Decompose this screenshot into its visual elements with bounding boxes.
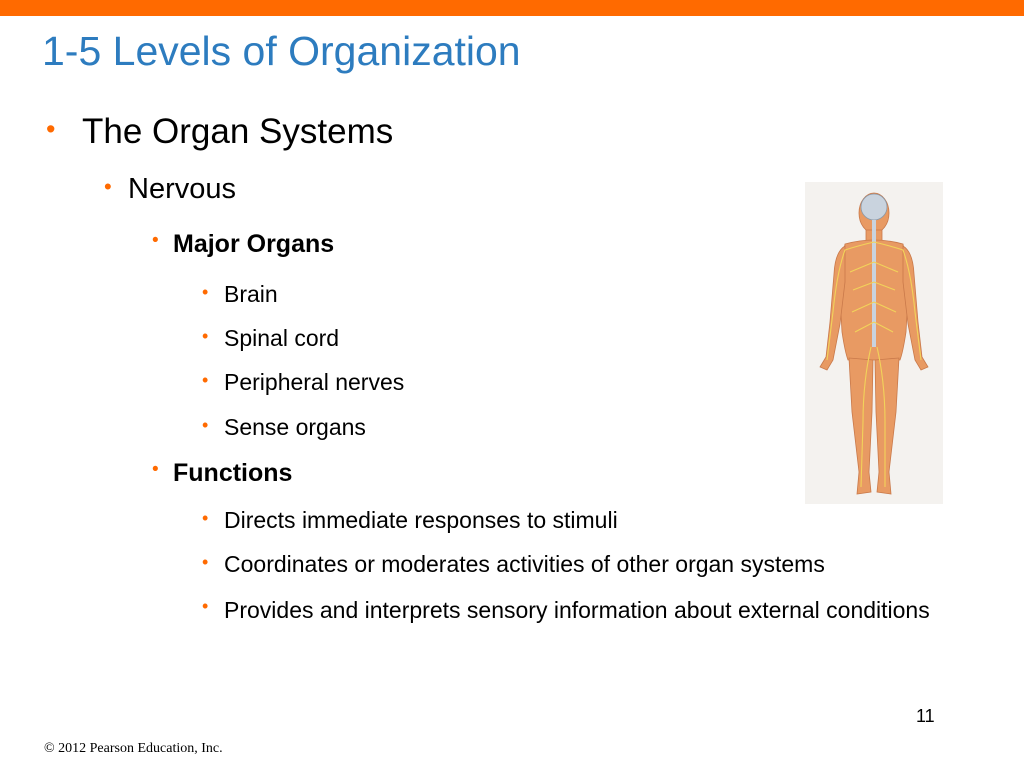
bullet-dot: • xyxy=(202,596,209,616)
bullet-dot: • xyxy=(202,415,209,435)
page-number: 11 xyxy=(916,706,935,726)
bullet-text: Nervous xyxy=(128,173,236,205)
nervous-system-figure xyxy=(805,182,943,504)
organ-item xyxy=(202,369,404,397)
major-organs-heading xyxy=(152,229,334,259)
organ-text: Brain xyxy=(224,281,278,307)
top-accent-bar xyxy=(0,0,1024,16)
bullet-dot: • xyxy=(202,508,209,528)
heading-text: Functions xyxy=(173,459,293,487)
functions-heading xyxy=(152,458,292,488)
function-item xyxy=(202,507,618,535)
copyright-footer: © 2012 Pearson Education, Inc. xyxy=(44,741,223,756)
heading-text: Major Organs xyxy=(173,230,335,258)
organ-item xyxy=(202,281,278,309)
function-item xyxy=(202,595,964,625)
organ-item xyxy=(202,414,366,442)
bullet-dot: • xyxy=(104,174,112,199)
function-text: Provides and interprets sensory information about external conditions xyxy=(224,597,930,623)
function-text: Directs immediate responses to stimuli xyxy=(224,507,618,533)
bullet-dot: • xyxy=(202,552,209,572)
organ-text: Spinal cord xyxy=(224,325,340,351)
bullet-level2 xyxy=(104,172,236,207)
bullet-dot: • xyxy=(202,326,209,346)
bullet-dot: • xyxy=(152,459,159,480)
bullet-dot: • xyxy=(202,370,209,390)
function-text: Coordinates or moderates activities of other organ systems xyxy=(224,551,825,577)
function-item xyxy=(202,551,825,579)
nervous-system-figure-icon xyxy=(805,182,943,504)
bullet-dot: • xyxy=(202,282,209,302)
organ-item xyxy=(202,325,339,353)
bullet-dot: • xyxy=(46,114,56,144)
bullet-level1 xyxy=(46,111,393,153)
slide-title: 1-5 Levels of Organization xyxy=(42,28,521,74)
organ-text: Sense organs xyxy=(224,414,366,440)
bullet-text: The Organ Systems xyxy=(82,112,394,151)
bullet-dot: • xyxy=(152,230,159,251)
organ-text: Peripheral nerves xyxy=(224,369,405,395)
